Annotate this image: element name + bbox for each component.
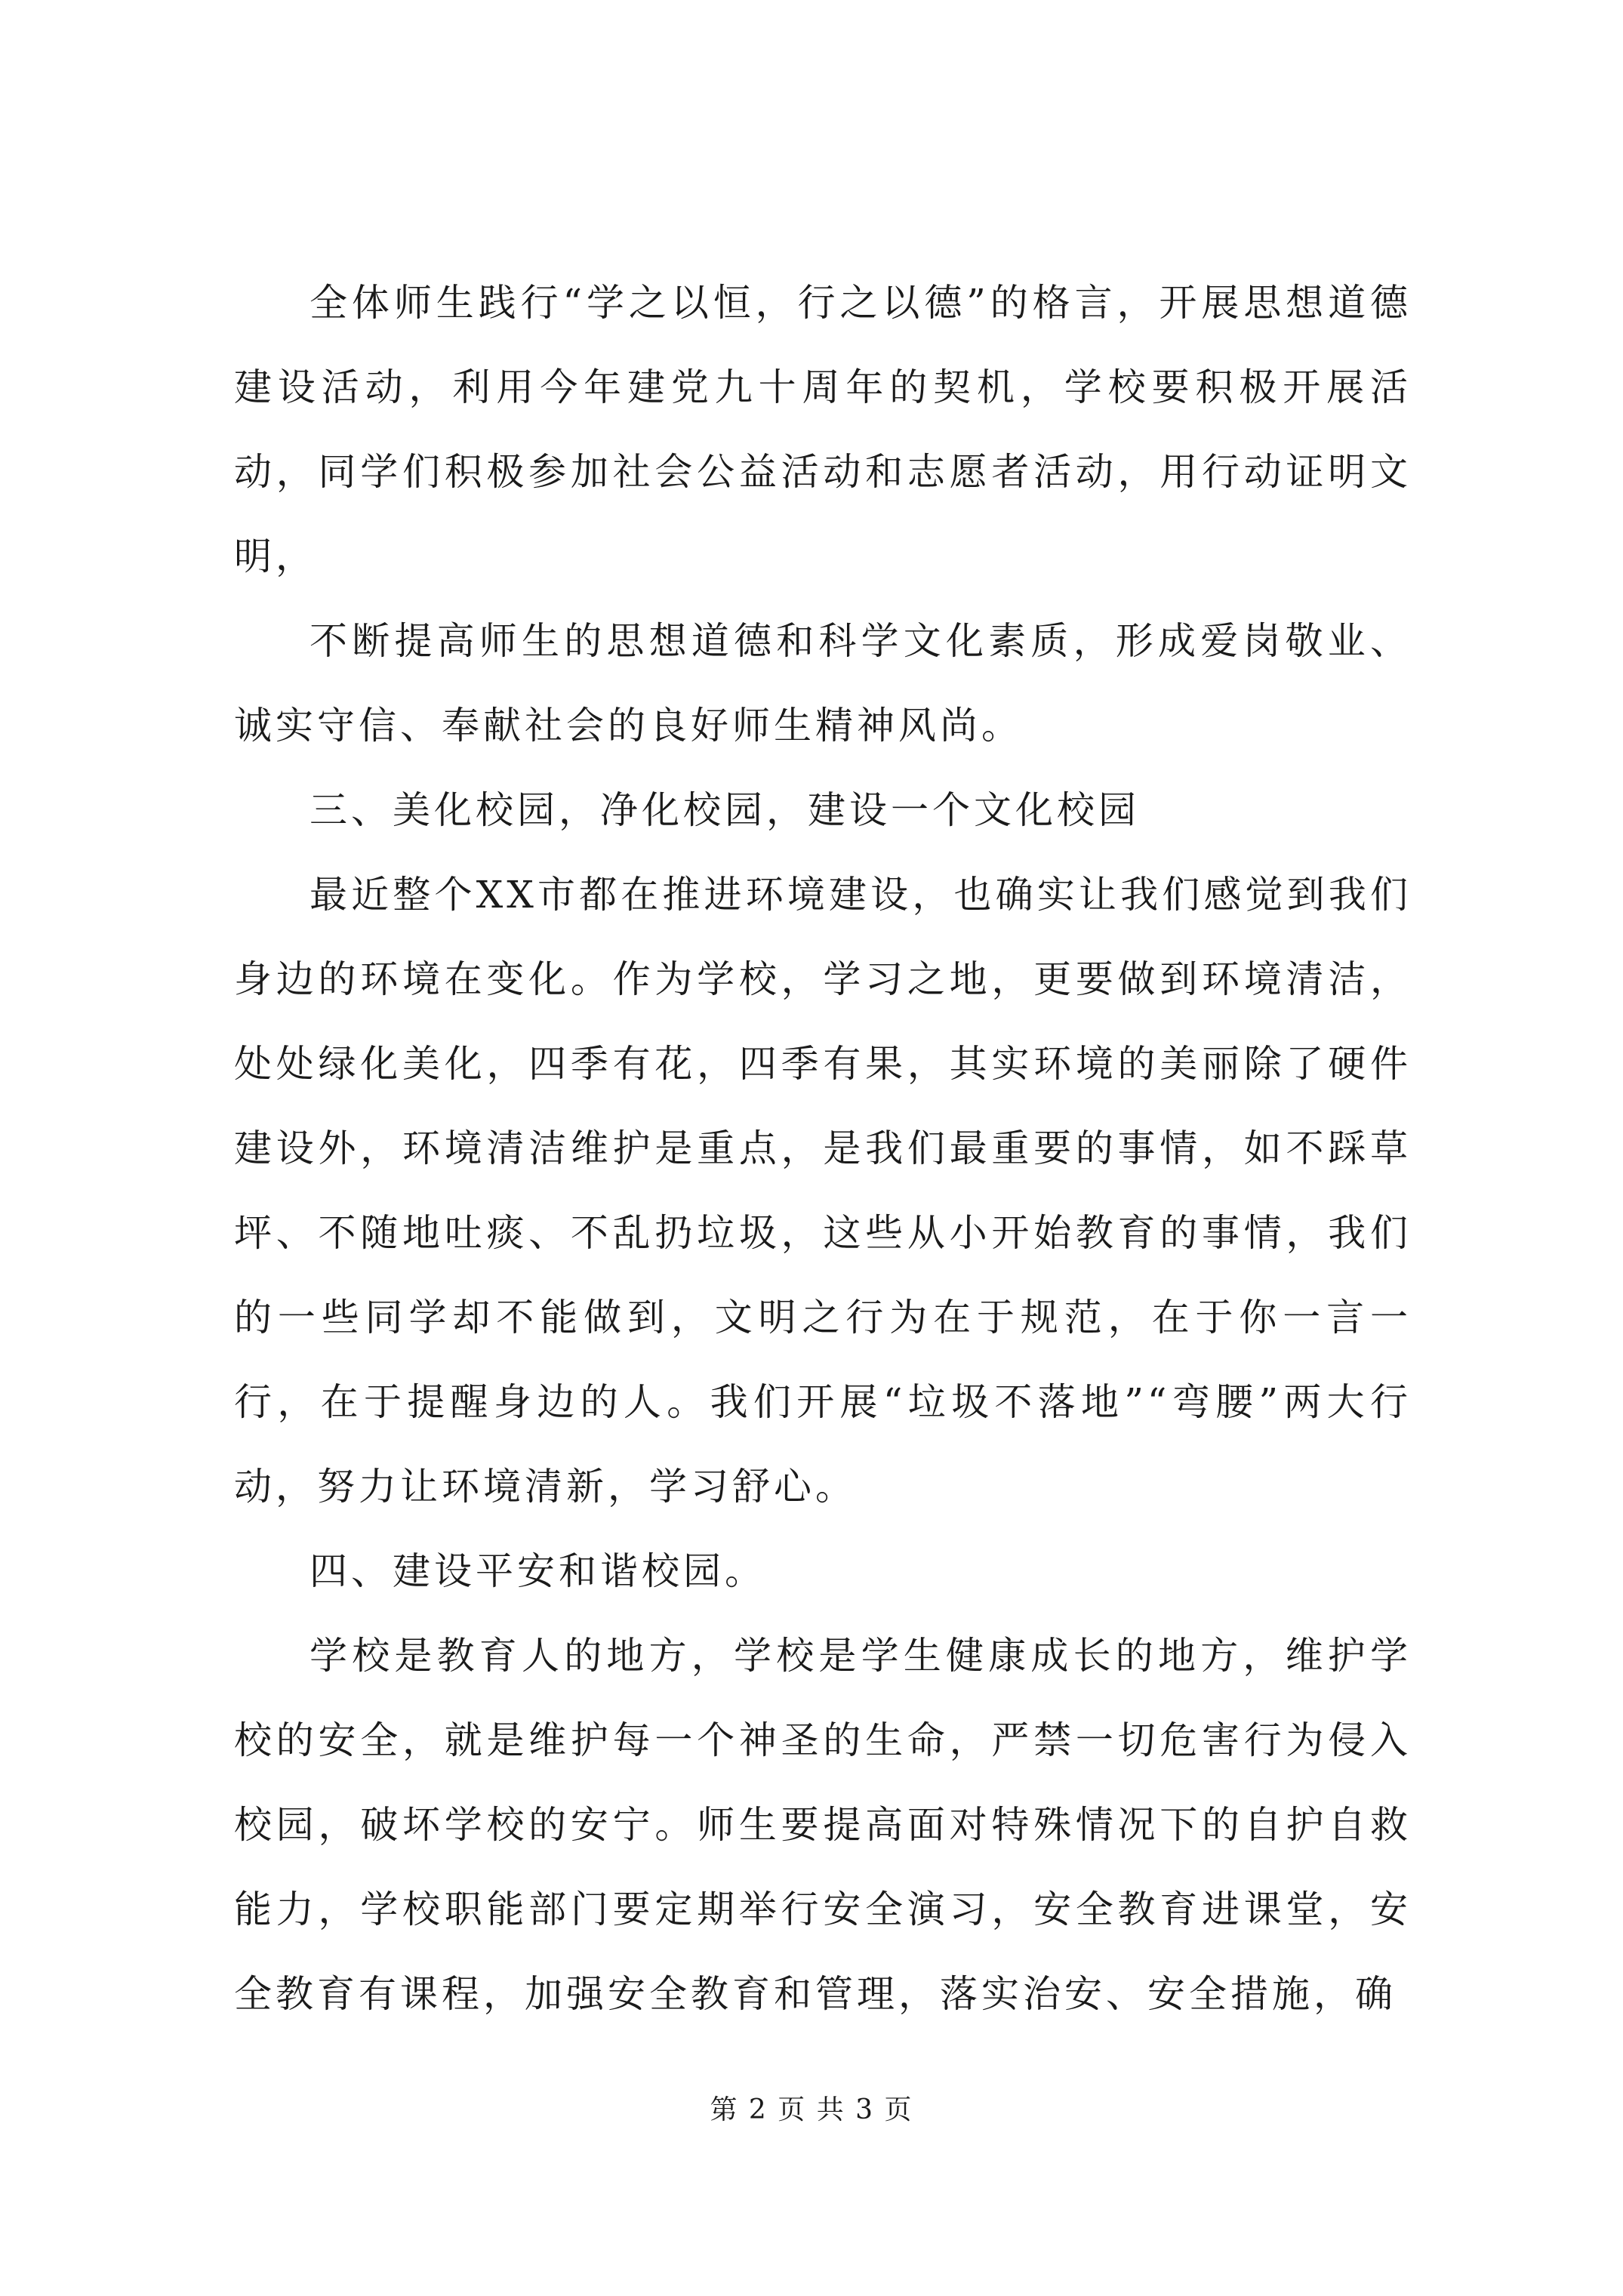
page-number-footer: 第 2 页 共 3 页: [710, 2094, 913, 2125]
paragraph-environment: 最近整个XX市都在推进环境建设，也确实让我们感觉到我们身边的环境在变化。作为学校，学习之地，更要做到环境清洁，处处绿化美化，四季有花，四季有果，其实环境的美丽除了硬件建设外，环境清洁维护是重点，是我们最重要的事情，如不踩草坪、不随地吐痰、不乱扔垃圾，这些从小开始教育的事情，我们的一些同学却不能做到，文明之行为在于规范，在于你一言一行，在于提醒身边的人。我们开展“垃圾不落地”“弯腰”两大行动，努力让环境清新，学习舒心。: [234, 873, 1412, 1509]
document-body: [234, 260, 1412, 2036]
paragraph-ideology: 全体师生践行“学之以恒，行之以德”的格言，开展思想道德建设活动，利用今年建党九十周年的契机，学校要积极开展活动，同学们积极参加社会公益活动和志愿者活动，用行动证明文明，: [234, 281, 1412, 578]
paragraph-safety: 学校是教育人的地方，学校是学生健康成长的地方，维护学校的安全，就是维护每一个神圣的生命，严禁一切危害行为侵入校园，破坏学校的安宁。师生要提高面对特殊情况下的自护自救能力，学校职能部门要定期举行安全演习，安全教育进课堂，安全教育有课程，加强安全教育和管理，落实治安、安全措施，确: [234, 1634, 1412, 2016]
section-heading-cultural-campus: 三、美化校园，净化校园，建设一个文化校园: [310, 788, 1140, 832]
paragraph-morality: 不断提高师生的思想道德和科学文化素质，形成爱岗敬业、诚实守信、奉献社会的良好师生精神风尚。: [234, 619, 1412, 747]
section-heading-safe-campus: 四、建设平安和谐校园。: [310, 1549, 766, 1593]
